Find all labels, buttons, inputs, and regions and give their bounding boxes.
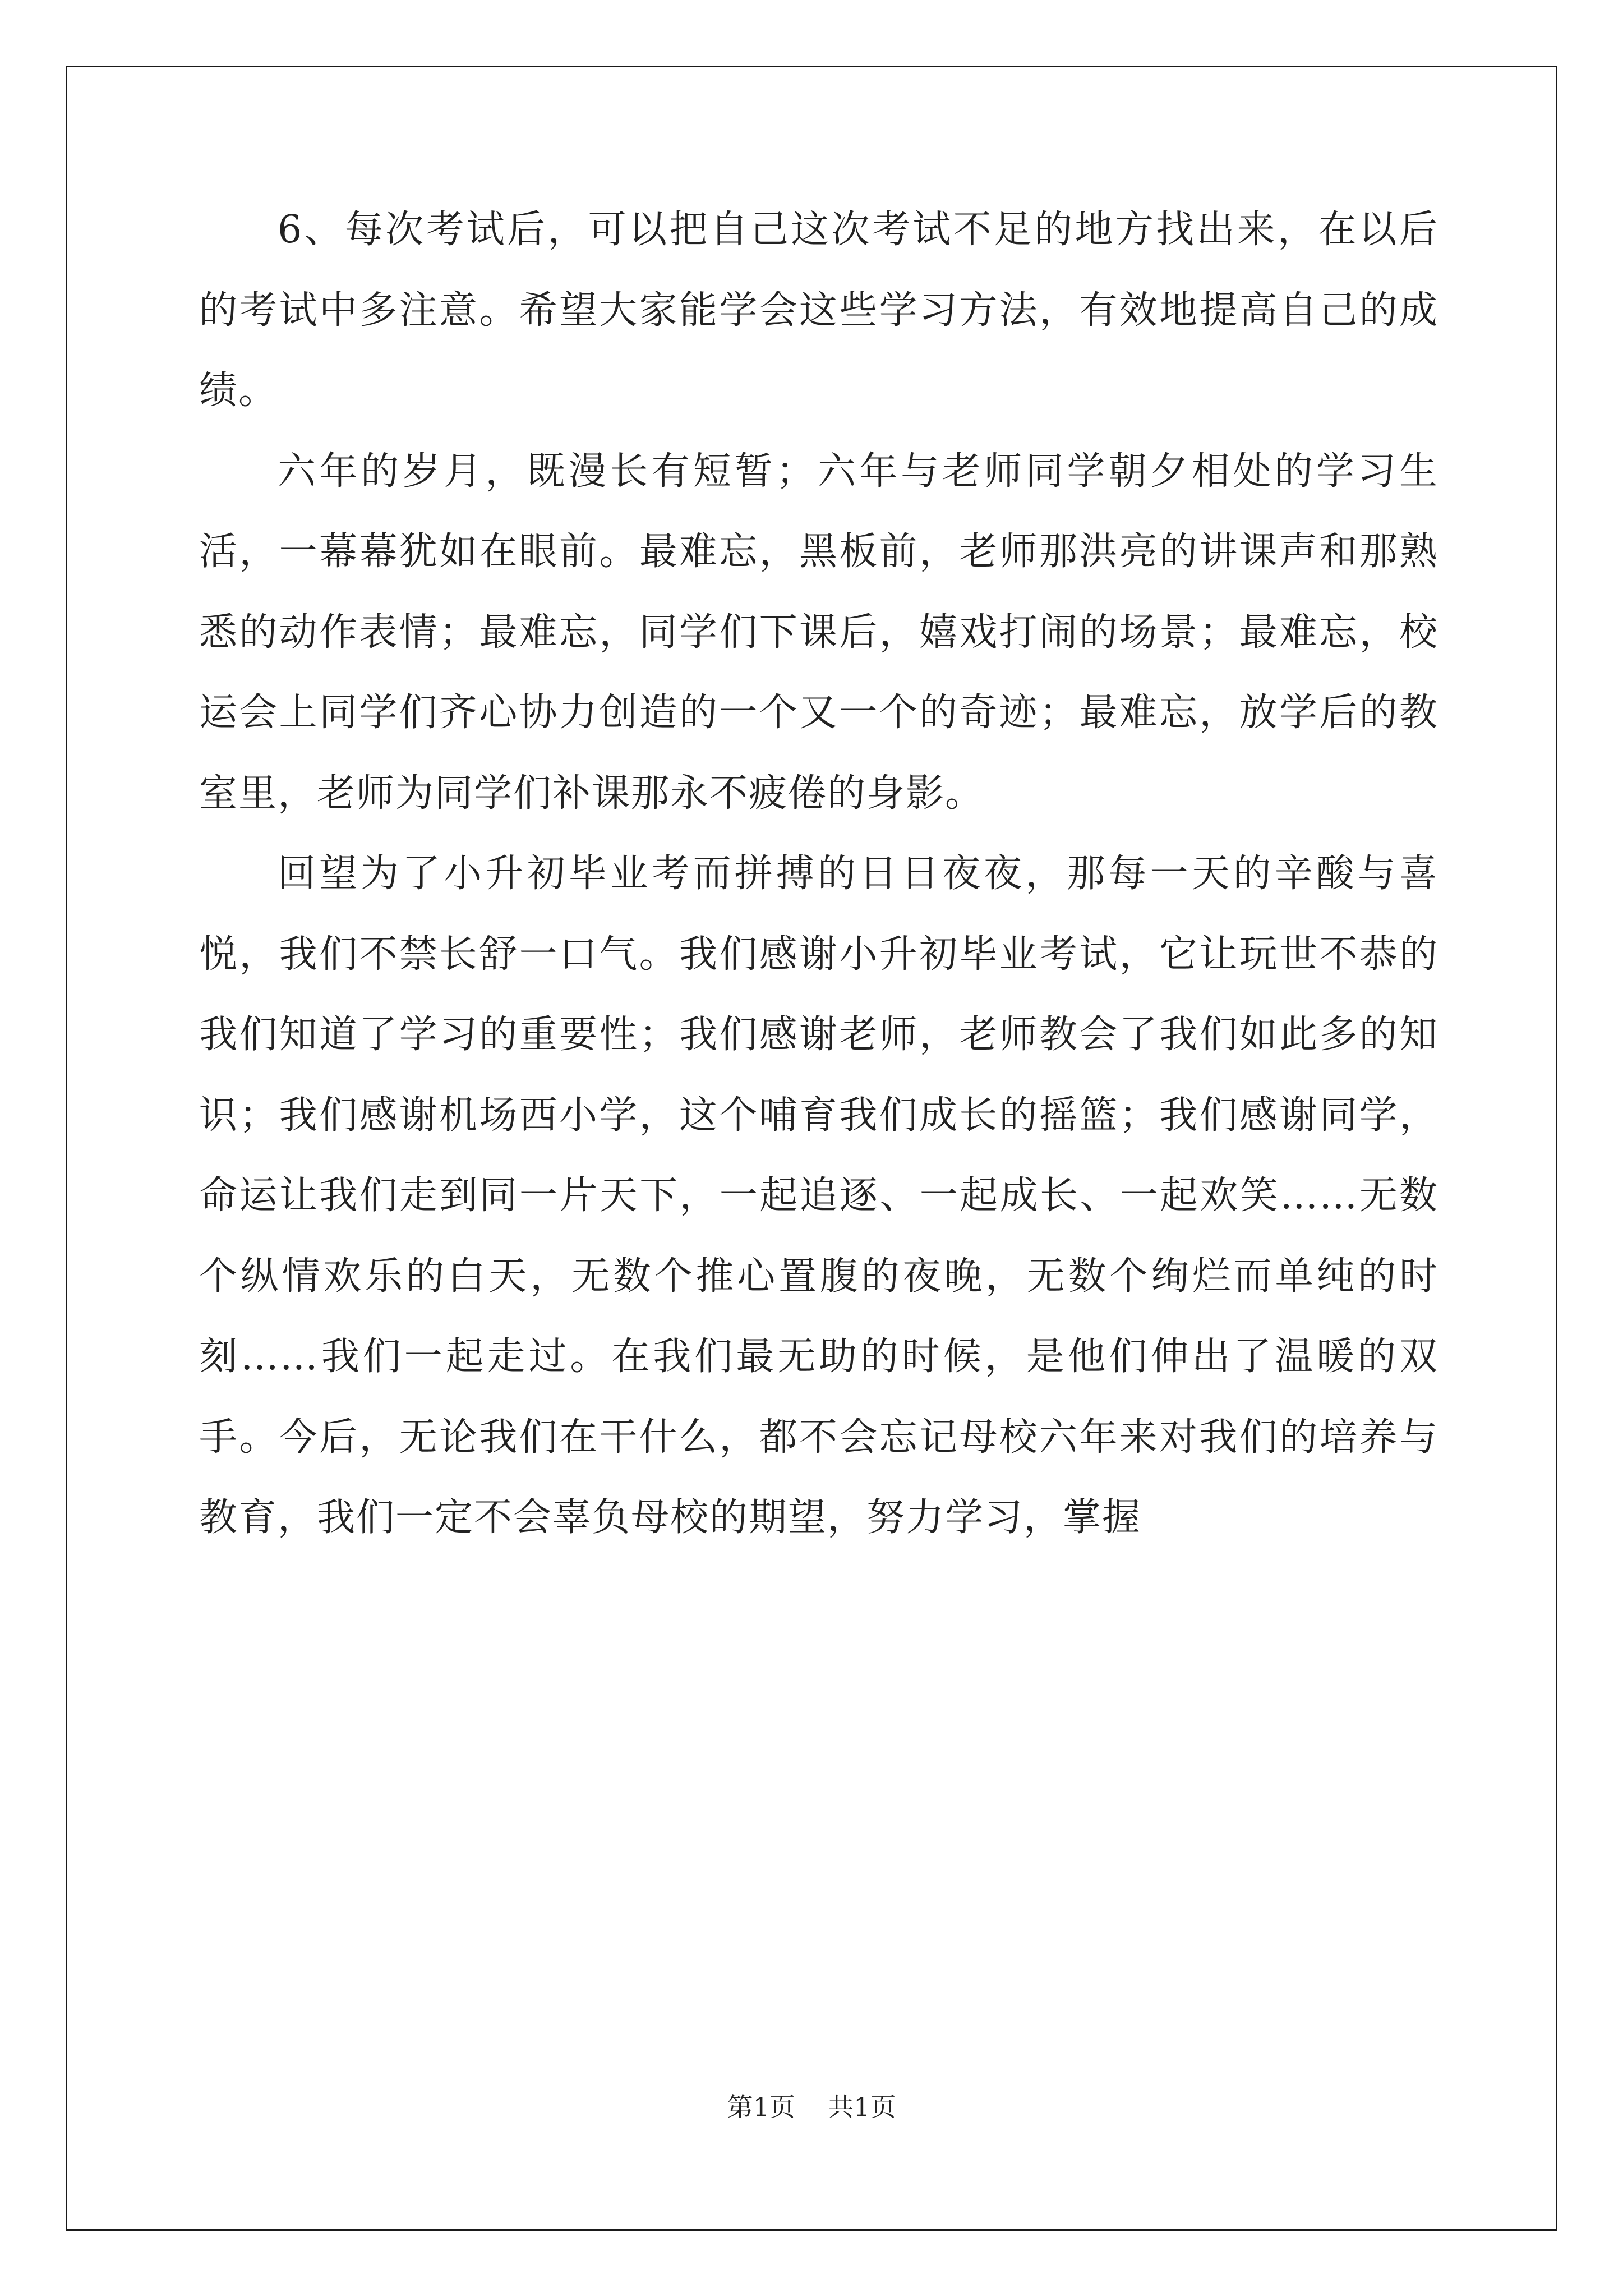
paragraph-3: 回望为了小升初毕业考而拼搏的日日夜夜，那每一天的辛酸与喜悦，我们不禁长舒一口气。我们感谢小升初毕业考试，它让玩世不恭的我们知道了学习的重要性；我们感谢老师，老师教会了我们如此多的知识；我们感谢机场西小学，这个哺育我们成长的摇篮；我们感谢同学，命运让我们走到同一片天下，一起追逐、一起成长、一起欢笑……无数个纵情欢乐的白天，无数个推心置腹的夜晚，无数个绚烂而单纯的时刻……我们一起走过。在我们最无助的时候，是他们伸出了温暖的双手。今后，无论我们在干什么，都不会忘记母校六年来对我们的培养与教育，我们一定不会辜负母校的期望，努力学习，掌握 — [199, 852, 1438, 1540]
document-body — [199, 190, 1438, 1558]
page-total: 共1页 — [828, 2092, 896, 2122]
paragraph-1: 6、每次考试后，可以把自己这次考试不足的地方找出来，在以后的考试中多注意。希望大家能学会这些学习方法，有效地提高自己的成绩。 — [199, 208, 1438, 413]
page-number: 第1页 — [727, 2092, 795, 2122]
paragraph-2: 六年的岁月，既漫长有短暂；六年与老师同学朝夕相处的学习生活，一幕幕犹如在眼前。最难忘，黑板前，老师那洪亮的讲课声和那熟悉的动作表情；最难忘，同学们下课后，嬉戏打闹的场景；最难忘，校运会上同学们齐心协力创造的一个又一个的奇迹；最难忘，放学后的教室里，老师为同学们补课那永不疲倦的身影。 — [199, 449, 1438, 816]
page-footer — [0, 2087, 1623, 2124]
